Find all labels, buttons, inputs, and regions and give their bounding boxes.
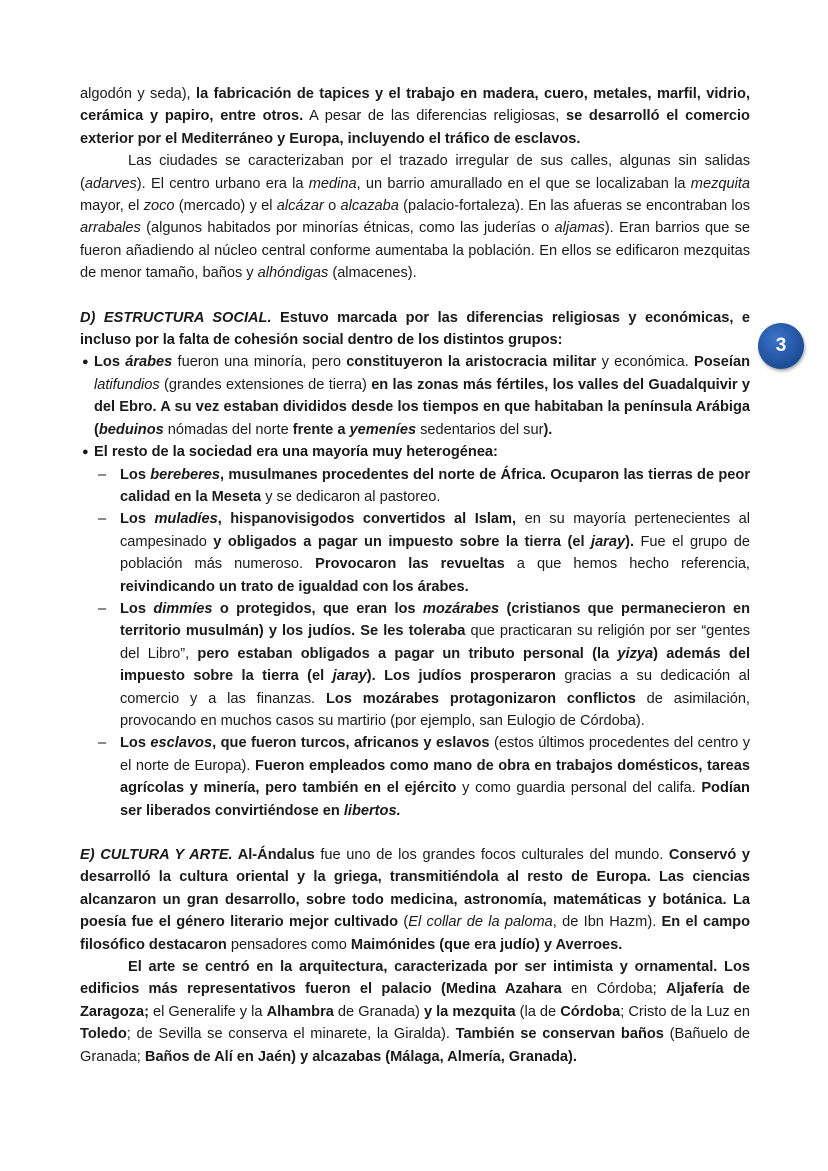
bold-text: , musulmanes procedentes del norte de África. Ocuparon las tierras de peor calidad en la Meseta: [120, 466, 750, 505]
text: (palacio-fortaleza). En las afueras se encontraban los: [398, 198, 751, 215]
italic-text: alcázar: [276, 198, 324, 215]
bold-text: en las zonas más fértiles, los valles del Guadalquivir y del Ebro. A su vez estaban divididos desde los tiempos en que habitaban la península Arábiga (: [94, 376, 750, 438]
bold-text: , que fueron turcos, africanos y eslavos: [212, 735, 490, 752]
bold-text: Los: [120, 600, 154, 617]
text: pensadores como: [226, 936, 351, 953]
bold-italic-text: libertos.: [343, 802, 401, 819]
bold-text: El resto de la sociedad era una mayoría muy heterogénea:: [94, 444, 498, 461]
spacer: [80, 822, 750, 844]
text: ). Eran barrios que se fueron añadiendo al núcleo central conforme aumentaba la población. En ellos se edificaron mezquitas de menor tamaño, baños y: [80, 220, 750, 282]
text: y económica.: [596, 354, 695, 371]
section-heading: D) ESTRUCTURA SOCIAL.: [80, 309, 272, 326]
sub-groups-list: [80, 464, 750, 823]
text: A pesar de las diferencias religiosas,: [303, 108, 566, 125]
section-e-paragraph-1: [80, 844, 750, 956]
dash-icon: –: [98, 600, 107, 617]
bold-text: Alhambra: [266, 1003, 334, 1020]
text: y se dedicaron al pastoreo.: [261, 488, 441, 505]
italic-text: aljamas: [554, 220, 605, 237]
section-e-paragraph-2: [80, 956, 750, 1068]
text: mayor, el: [80, 198, 144, 215]
bold-text: Los: [120, 466, 151, 483]
bold-text: Provocaron las revueltas: [315, 556, 505, 573]
bold-text: En el campo filosófico destacaron: [80, 914, 751, 953]
bold-italic-text: beduinos: [98, 421, 164, 438]
text: (la de: [515, 1003, 561, 1020]
list-item-muladies: [80, 508, 750, 598]
bold-italic-text: árabes: [125, 354, 173, 371]
text: y como guardia personal del califa.: [456, 780, 702, 797]
text: fue uno de los grandes focos culturales del mundo.: [314, 847, 669, 863]
text: fueron una minoría, pero: [172, 354, 347, 371]
text: el Generalife y la: [148, 1003, 267, 1020]
bold-text: Baños de Alí en Jaén) y alcazabas (Málaga, Almería, Granada).: [144, 1048, 577, 1065]
bold-text: Córdoba: [560, 1003, 621, 1020]
section-heading: E) CULTURA Y ARTE.: [80, 847, 233, 863]
bold-text: (cristianos que permanecieron en territorio musulmán) y los judíos. Se les toleraba: [120, 600, 750, 640]
dash-icon: –: [98, 511, 107, 528]
bold-text: frente a: [292, 421, 350, 438]
text: de asimilación, provocando en muchos casos su martirio (por ejemplo, san Eulogio de Córdoba).: [120, 690, 750, 729]
bold-text: constituyeron la aristocracia militar: [346, 354, 597, 371]
bold-italic-text: dimmíes: [153, 600, 213, 617]
document-body: [80, 83, 750, 1068]
bold-text: ). Los judíos prosperaron: [366, 668, 556, 685]
bold-text: Poseían: [694, 354, 750, 371]
social-groups-list: [80, 351, 750, 822]
italic-text: medina: [308, 175, 357, 192]
bullet-icon: ●: [82, 356, 89, 369]
bold-text: ) además del impuesto sobre la tierra (el: [120, 645, 750, 685]
bold-text: Los mozárabes protagonizaron conflictos: [325, 690, 636, 707]
bold-text: Maimónides (que era judío) y Averroes.: [350, 936, 623, 953]
bold-text: Aljafería de Zaragoza;: [80, 981, 750, 1020]
bullet-icon: ●: [82, 446, 89, 459]
bold-text: Fueron empleados como mano de obra en trabajos domésticos, tareas agrícolas y minería, pero también en el ejército: [120, 757, 750, 797]
bold-text: El arte se centró en la arquitectura, caracterizada por ser intimista y ornamental. Los edificios más representativos fueron el palacio (Medina Azahara: [80, 959, 750, 998]
text: ; de Sevilla se conserva el minarete, la Giralda).: [126, 1026, 456, 1043]
text: (Bañuelo de Granada;: [80, 1026, 750, 1065]
text: (estos últimos procedentes del centro y el norte de Europa).: [120, 735, 751, 774]
bold-italic-text: bereberes: [150, 466, 221, 483]
text: a que hemos hecho referencia,: [504, 556, 750, 573]
text: , de Ibn Hazm).: [552, 914, 662, 931]
text: , un barrio amurallado en el que se localizaban la: [356, 175, 691, 192]
bold-text: Los: [120, 511, 155, 528]
text: (mercado) y el: [174, 198, 277, 215]
list-item-esclavos: [80, 732, 750, 822]
bold-italic-text: jaray: [332, 668, 367, 685]
text: de Granada): [333, 1003, 424, 1020]
text: en Córdoba;: [561, 981, 667, 998]
bold-text: y la mezquita: [423, 1003, 516, 1020]
paragraph-cities: [80, 150, 750, 284]
text: algodón y seda),: [80, 86, 197, 102]
bold-text: ).: [543, 421, 553, 438]
paragraph-economy: [80, 83, 750, 150]
text: ; Cristo de la Luz en: [620, 1003, 751, 1020]
spacer: [80, 285, 750, 307]
text: (algunos habitados por minorías étnicas, como las juderías o: [140, 220, 555, 237]
text: Las ciudades se caracterizaban por el trazado irregular de sus calles, algunas sin salidas (: [80, 153, 750, 192]
bold-text: Los: [94, 354, 126, 371]
bold-text: o protegidos, que eran los: [212, 600, 423, 617]
text: Fue el grupo de población más numeroso.: [120, 533, 750, 573]
bold-italic-text: yizya: [617, 645, 654, 662]
bold-text: Los: [120, 735, 151, 752]
list-item-bereberes: [80, 464, 750, 509]
text: en su mayoría pertenecientes al campesinado: [120, 511, 751, 550]
text: ). El centro urbano era la: [136, 175, 309, 192]
bold-italic-text: esclavos: [150, 735, 213, 752]
list-item-dimmies: [80, 598, 750, 732]
bold-text: Podían ser liberados convirtiéndose en: [120, 780, 750, 819]
bold-text: Conservó y desarrolló la cultura oriental y la griega, transmitiéndola al resto de Europa. Las ciencias alcanzaron un gran desarrollo, sobre todo medicina, astronomía, matemáticas y botánica. La poesía fue el género literario mejor cultivado: [80, 847, 750, 931]
italic-text: El collar de la paloma: [408, 914, 553, 931]
italic-text: adarves: [84, 175, 137, 192]
section-d-intro: [80, 307, 750, 352]
italic-text: mezquita: [690, 175, 751, 192]
dash-icon: –: [98, 735, 107, 752]
italic-text: zoco: [143, 198, 175, 215]
italic-text: arrabales: [80, 220, 141, 237]
text: nómadas del norte: [163, 421, 293, 438]
bold-text: ).: [625, 533, 635, 550]
bold-text: se desarrolló el comercio exterior por el Mediterráneo y Europa, incluyendo el tráfico de esclavos.: [80, 108, 750, 147]
text: gracias a su dedicación al comercio y a las finanzas.: [120, 668, 751, 707]
bold-italic-text: yemeníes: [349, 421, 417, 438]
list-item-resto: [80, 441, 750, 822]
text: sedentarios del sur: [416, 421, 544, 438]
bold-italic-text: mozárabes: [422, 600, 500, 617]
text: (grandes extensiones de tierra): [159, 376, 372, 393]
bold-text: Estuvo marcada por las diferencias religiosas y económicas, e incluso por la falta de cohesión social dentro de los distintos grupos:: [80, 309, 751, 349]
bold-text: y obligados a pagar un impuesto sobre la tierra (el: [213, 533, 592, 550]
italic-text: alhóndigas: [257, 265, 329, 282]
text: o: [323, 198, 341, 215]
text: que practicaran su religión por ser “gentes del Libro”,: [120, 623, 751, 662]
text: (almacenes).: [328, 265, 417, 282]
bold-text: Toledo: [80, 1026, 127, 1043]
dash-icon: –: [98, 466, 107, 483]
bold-text: , hispanovisigodos convertidos al Islam,: [217, 511, 517, 528]
italic-text: latifundios: [94, 376, 160, 393]
list-item-arabes: [80, 351, 750, 441]
text: (: [398, 914, 409, 931]
bold-text: pero estaban obligados a pagar un tributo personal (la: [197, 645, 618, 662]
italic-text: alcazaba: [340, 198, 399, 215]
bold-text: la fabricación de tapices y el trabajo en madera, cuero, metales, marfil, vidrio, cerámica y papiro, entre otros.: [80, 86, 751, 125]
bold-text: Al-Ándalus: [232, 847, 315, 863]
bold-italic-text: muladíes: [154, 511, 218, 528]
page-number-badge: 3: [758, 323, 804, 369]
bold-italic-text: jaray: [591, 533, 626, 550]
bold-text: También se conservan baños: [455, 1026, 664, 1043]
bold-text: reivindicando un trato de igualdad con los árabes.: [120, 578, 469, 595]
